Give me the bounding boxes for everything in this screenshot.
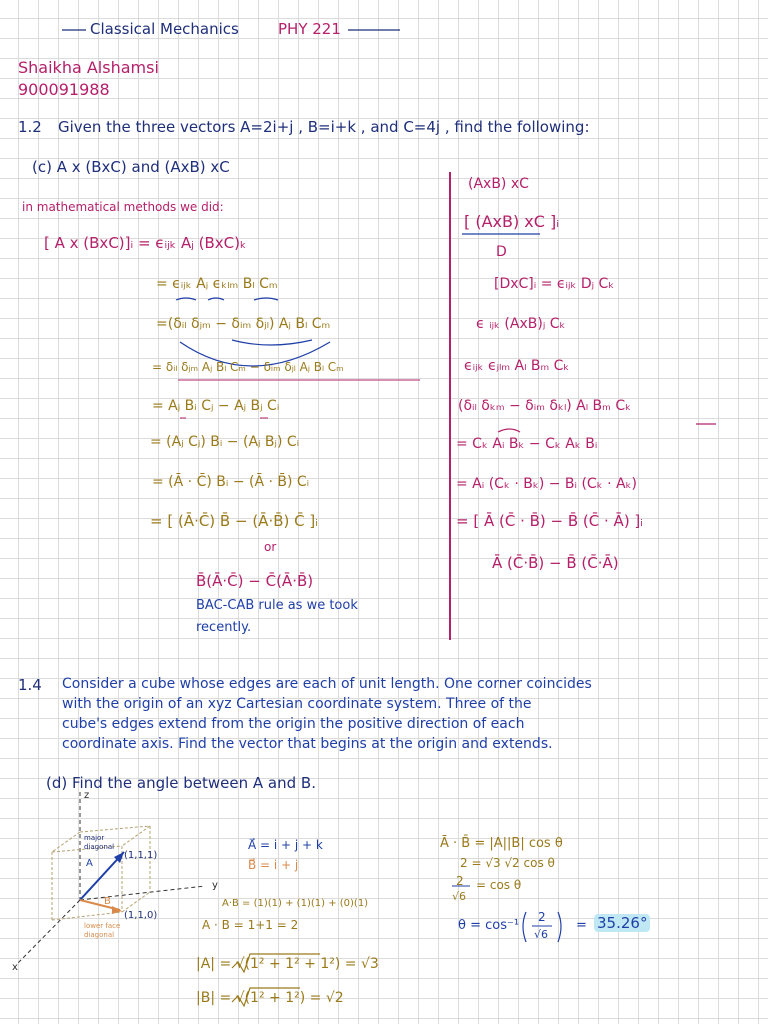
dot-expansion: A·B = (1)(1) + (1)(1) + (0)(1) [222, 898, 369, 909]
problem-text-line: Consider a cube whose edges are each of unit length. One corner coincides [62, 676, 592, 692]
fraction-denominator: √6 [452, 890, 467, 903]
x-axis-label: x [12, 962, 18, 973]
bac-cab-note: recently. [196, 620, 252, 635]
vector-b-label: B [104, 896, 111, 907]
problem-number-1-2: 1.2 [18, 118, 42, 136]
left-step: = (Ā · C̄) Bᵢ − (Ā · B̄) Cᵢ [152, 474, 310, 490]
right-step: ϵ ᵢⱼₖ (AxB)ⱼ Cₖ [476, 316, 566, 332]
right-step: (δᵢₗ δₖₘ − δᵢₘ δₖₗ) Aₗ Bₘ Cₖ [458, 398, 632, 414]
problem-statement-1-2: Given the three vectors A=2i+j , B=i+k , and C=4j , find the following: [58, 118, 590, 136]
bac-cab-note: BAC-CAB rule as we took [196, 598, 358, 613]
right-step: ϵᵢⱼₖ ϵⱼₗₘ Aₗ Bₘ Cₖ [464, 358, 570, 374]
major-diagonal-label: major [84, 834, 105, 842]
method-note: in mathematical methods we did: [22, 200, 224, 214]
problem-text-line: with the origin of an xyz Cartesian coordinate system. Three of the [62, 696, 532, 712]
y-axis-label: y [212, 880, 218, 891]
vector-a-def: A⃗ = i + j + k [248, 838, 323, 852]
cos-formula: Ā · B̄ = |A||B| cos θ [440, 836, 563, 851]
lower-face-diagonal-label: lower face [84, 922, 121, 930]
vector-b-def: B⃗ = i + j [248, 858, 299, 872]
course-title: Classical Mechanics [90, 20, 239, 38]
magnitude-b: |B| = √(1² + 1²) = √2 [196, 990, 344, 1006]
z-axis-label: z [84, 790, 90, 801]
arccos-denominator: √6 [534, 928, 549, 941]
cos-substitution: 2 = √3 √2 cos θ [460, 856, 555, 870]
major-diagonal-label: diagonal [84, 843, 115, 851]
left-step: = Aⱼ Bᵢ Cⱼ − Aⱼ Bⱼ Cᵢ [152, 398, 280, 414]
squiggle-1 [176, 298, 196, 300]
lower-face-diagonal-label: diagonal [84, 931, 115, 939]
magnitude-a: |A| = √(1² + 1² + 1²) = √3 [196, 956, 379, 972]
part-c-heading: (c) A x (BxC) and (AxB) xC [32, 158, 230, 176]
problem-number-1-4: 1.4 [18, 676, 42, 694]
right-title: (AxB) xC [468, 176, 529, 192]
left-step: =(δᵢₗ δⱼₘ − δᵢₘ δⱼₗ) Aⱼ Bₗ Cₘ [156, 316, 331, 332]
left-step: [ A x (BxC)]ᵢ = ϵᵢⱼₖ Aⱼ (BxC)ₖ [44, 234, 247, 252]
equals-sign: = [576, 918, 587, 933]
arccos-numerator: 2 [538, 910, 546, 924]
final-answer: 35.26° [594, 914, 650, 932]
dot-result: A · B = 1+1 = 2 [202, 918, 299, 932]
fraction-numerator: 2 [456, 874, 464, 888]
right-step: [DxC]ᵢ = ϵᵢⱼₖ Dⱼ Cₖ [494, 276, 615, 292]
point-111-label: (1,1,1) [124, 850, 158, 861]
or-label: or [264, 540, 277, 554]
part-d-heading: (d) Find the angle between A and B. [46, 774, 316, 792]
problem-text-line: coordinate axis. Find the vector that begins at the origin and extends. [62, 736, 553, 752]
arccos-label: θ = cos⁻¹ [458, 918, 520, 933]
left-result: B̄(Ā·C̄) − C̄(Ā·B̄) [196, 572, 314, 590]
student-id: 900091988 [18, 80, 110, 99]
right-step: = [ Ā (C̄ · B̄) − B̄ (C̄ · Ā) ]ᵢ [456, 512, 643, 530]
student-name: Shaikha Alshamsi [18, 58, 159, 77]
problem-text-line: cube's edges extend from the origin the positive direction of each [62, 716, 525, 732]
right-step: Ā (C̄·B̄) − B̄ (C̄·Ā) [492, 554, 619, 572]
right-step: = Aᵢ (Cₖ · Bₖ) − Bᵢ (Cₖ · Aₖ) [456, 476, 638, 492]
right-step: D [496, 244, 507, 260]
vector-a-label: A [86, 858, 93, 869]
left-step: = (Aⱼ Cⱼ) Bᵢ − (Aⱼ Bⱼ) Cᵢ [150, 434, 300, 450]
left-step: = [ (Ā·C̄) B̄ − (Ā·B̄) C̄ ]ᵢ [150, 512, 318, 530]
cos-result: = cos θ [476, 878, 522, 892]
cube-diagram [16, 792, 205, 965]
left-step: = δᵢₗ δⱼₘ Aⱼ Bₗ Cₘ − δᵢₘ δⱼₗ Aⱼ Bₗ Cₘ [152, 360, 344, 374]
course-code: PHY 221 [278, 20, 341, 38]
point-110-label: (1,1,0) [124, 910, 158, 921]
right-step: = Cₖ Aᵢ Bₖ − Cₖ Aₖ Bᵢ [456, 436, 598, 452]
right-step: [ (AxB) xC ]ᵢ [464, 212, 560, 231]
left-step: = ϵᵢⱼₖ Aⱼ ϵₖₗₘ Bₗ Cₘ [156, 276, 278, 292]
